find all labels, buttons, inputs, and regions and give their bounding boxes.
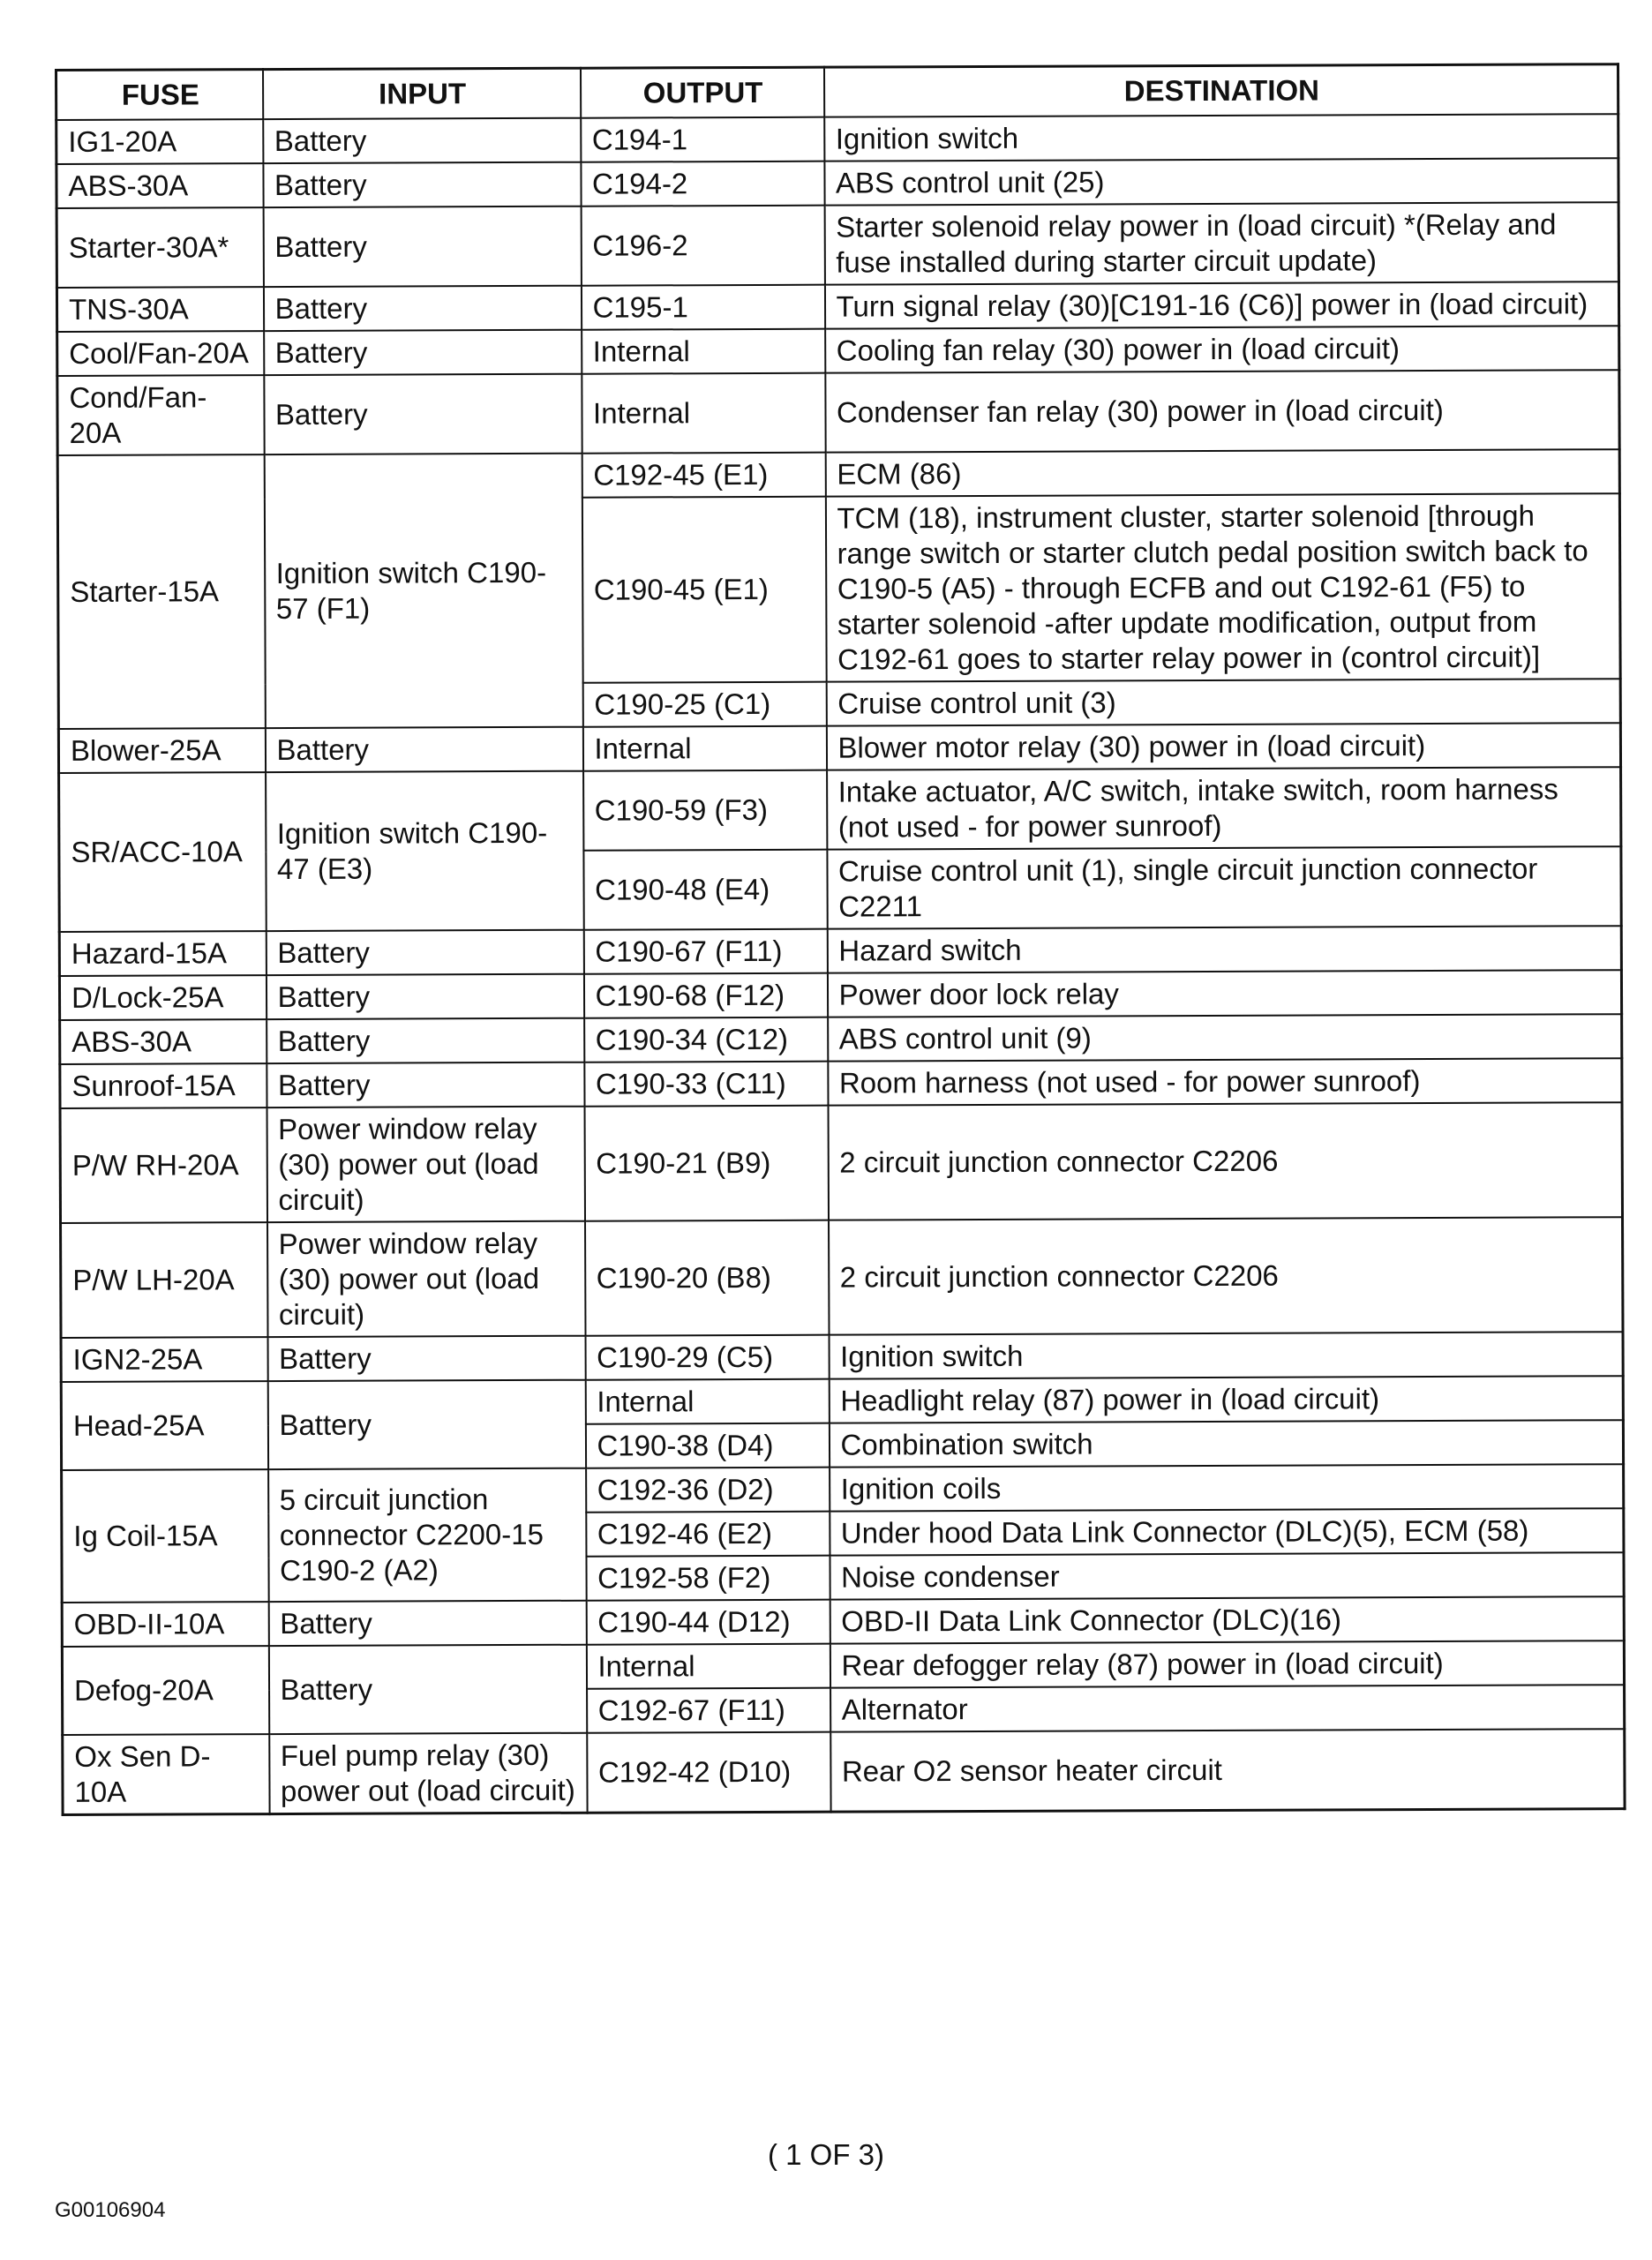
header-fuse: FUSE (56, 70, 263, 120)
destination-cell: ABS control unit (9) (828, 1014, 1622, 1061)
destination-cell: Combination switch (829, 1420, 1623, 1467)
output-cell: C194-1 (581, 117, 824, 162)
fuse-cell: Hazard-15A (59, 931, 266, 976)
fuse-cell: SR/ACC-10A (59, 772, 267, 932)
input-cell: 5 circuit junction connector C2200-15 C190-2 (A2) (268, 1468, 587, 1602)
fuse-cell: Starter-30A* (56, 207, 263, 288)
output-cell: C192-67 (F11) (587, 1688, 830, 1733)
output-cell: C190-67 (F11) (583, 929, 827, 974)
destination-cell: Starter solenoid relay power in (load circuit) *(Relay and fuse installed during starter circuit update) (824, 202, 1618, 284)
output-cell: C192-46 (E2) (586, 1512, 830, 1557)
table-row (59, 926, 1621, 976)
destination-cell: Rear O2 sensor heater circuit (830, 1729, 1625, 1812)
fuse-cell: Head-25A (61, 1381, 267, 1470)
destination-cell: Turn signal relay (30)[C191-16 (C6)] power in (load circuit) (824, 282, 1618, 328)
fuse-table (55, 63, 1626, 1816)
fuse-cell: P/W LH-20A (61, 1222, 267, 1338)
fuse-cell: TNS-30A (56, 287, 263, 332)
output-cell: C194-2 (581, 161, 824, 206)
header-row (56, 64, 1618, 120)
input-cell: Battery (263, 162, 581, 207)
fuse-cell: P/W RH-20A (60, 1107, 267, 1223)
table-row (56, 114, 1618, 164)
header-input: INPUT (263, 68, 581, 119)
destination-cell: Under hood Data Link Connector (DLC)(5), ECM (58) (830, 1508, 1624, 1555)
destination-cell: Rear defogger relay (87) power in (load circuit) (830, 1641, 1624, 1687)
input-cell: Battery (268, 1601, 586, 1646)
input-cell: Power window relay (30) power out (load circuit) (267, 1107, 584, 1222)
destination-cell: Alternator (830, 1685, 1625, 1731)
output-cell: Internal (586, 1644, 830, 1689)
input-cell: Battery (265, 727, 582, 772)
output-cell: C190-21 (B9) (584, 1106, 828, 1221)
fuse-cell: Cool/Fan-20A (57, 331, 264, 376)
fuse-cell: Cond/Fan-20A (57, 375, 264, 455)
destination-cell: Blower motor relay (30) power in (load circuit) (826, 723, 1620, 770)
destination-cell: Cooling fan relay (30) power in (load circuit) (825, 326, 1619, 372)
table-row (57, 449, 1619, 499)
table-row (58, 723, 1620, 773)
output-cell: C190-33 (C11) (584, 1062, 828, 1107)
input-cell: Battery (266, 930, 583, 975)
destination-cell: Cruise control unit (1), single circuit junction connector C2211 (827, 846, 1621, 928)
page-indicator: ( 1 OF 3) (767, 2138, 885, 2171)
output-cell: C190-25 (C1) (582, 682, 826, 727)
output-cell: Internal (582, 329, 825, 374)
fuse-cell: ABS-30A (56, 163, 263, 208)
input-cell: Ignition switch C190-47 (E3) (266, 771, 584, 931)
input-cell: Battery (264, 330, 582, 375)
fuse-cell: Ig Coil-15A (62, 1469, 269, 1603)
table-row (63, 1729, 1625, 1814)
output-cell: C190-45 (E1) (582, 497, 826, 683)
fuse-cell: IGN2-25A (61, 1337, 267, 1382)
fuse-cell: ABS-30A (60, 1019, 267, 1064)
table-row (61, 1217, 1623, 1338)
output-cell: C190-44 (D12) (586, 1600, 830, 1645)
input-cell: Battery (267, 1018, 584, 1063)
output-cell: C190-29 (C5) (585, 1335, 829, 1380)
figure-id: G00106904 (55, 2198, 166, 2222)
fuse-cell: OBD-II-10A (62, 1602, 268, 1647)
table-row (61, 1376, 1623, 1426)
destination-cell: OBD-II Data Link Connector (DLC)(16) (830, 1596, 1624, 1643)
destination-cell: Power door lock relay (827, 970, 1621, 1017)
output-cell: C192-42 (D10) (587, 1732, 830, 1813)
fuse-cell: IG1-20A (56, 119, 263, 164)
table-row (60, 1014, 1622, 1064)
output-cell: C192-36 (D2) (586, 1468, 830, 1513)
table-row (56, 282, 1618, 332)
fuse-cell: Defog-20A (62, 1646, 268, 1735)
fuse-cell: Starter-15A (57, 454, 265, 729)
table-row (62, 1641, 1624, 1691)
input-cell: Power window relay (30) power out (load circuit) (267, 1221, 585, 1337)
table-row (57, 370, 1619, 455)
table-row (56, 202, 1618, 288)
table-row (61, 1332, 1623, 1382)
fuse-cell: Ox Sen D-10A (63, 1734, 269, 1814)
output-cell: C190-59 (F3) (583, 770, 827, 851)
table-row (56, 158, 1618, 208)
destination-cell: Headlight relay (87) power in (load circuit) (829, 1376, 1623, 1423)
fuse-cell: D/Lock-25A (59, 975, 266, 1020)
table-row (62, 1464, 1624, 1514)
output-cell: Internal (582, 373, 825, 454)
table-header (56, 64, 1618, 120)
input-cell: Fuel pump relay (30) power out (load circuit) (269, 1733, 587, 1814)
input-cell: Battery (263, 118, 581, 163)
input-cell: Battery (267, 1062, 584, 1107)
output-cell: C190-68 (F12) (583, 973, 827, 1018)
output-cell: Internal (582, 726, 826, 771)
input-cell: Battery (267, 1336, 585, 1381)
fuse-cell: Blower-25A (58, 728, 265, 773)
destination-cell: Condenser fan relay (30) power in (load circuit) (825, 370, 1619, 452)
input-cell: Battery (263, 286, 581, 331)
destination-cell: Room harness (not used - for power sunroof) (828, 1058, 1622, 1105)
output-cell: C190-38 (D4) (585, 1423, 829, 1468)
table-row (60, 1058, 1622, 1108)
table-row (57, 326, 1619, 376)
destination-cell: Ignition switch (824, 114, 1618, 161)
destination-cell: Ignition switch (829, 1332, 1623, 1378)
output-cell: Internal (585, 1379, 829, 1424)
output-cell: C195-1 (581, 285, 824, 330)
destination-cell: Cruise control unit (3) (826, 679, 1620, 725)
destination-cell: Intake actuator, A/C switch, intake switch, room harness (not used - for power sunroof) (827, 767, 1621, 849)
table-row (59, 970, 1621, 1020)
output-cell: C192-58 (F2) (586, 1556, 830, 1601)
destination-cell: 2 circuit junction connector C2206 (828, 1102, 1622, 1220)
output-cell: C190-20 (B8) (585, 1220, 829, 1336)
output-cell: C190-48 (E4) (583, 850, 827, 930)
destination-cell: Noise condenser (830, 1552, 1624, 1599)
input-cell: Ignition switch C190-57 (F1) (264, 454, 582, 728)
table-body (56, 114, 1625, 1814)
output-cell: C192-45 (E1) (582, 453, 825, 498)
input-cell: Battery (263, 206, 581, 287)
input-cell: Battery (264, 374, 582, 454)
output-cell: C190-34 (C12) (584, 1017, 828, 1062)
destination-cell: Hazard switch (827, 926, 1621, 972)
input-cell: Battery (267, 1380, 585, 1469)
destination-cell: ABS control unit (25) (824, 158, 1618, 205)
input-cell: Battery (266, 974, 583, 1019)
table-row (59, 767, 1621, 852)
destination-cell: 2 circuit junction connector C2206 (829, 1217, 1623, 1334)
header-destination: DESTINATION (823, 64, 1618, 117)
header-output: OUTPUT (581, 67, 824, 118)
table-row (62, 1596, 1624, 1647)
table-row (60, 1102, 1622, 1223)
destination-cell: ECM (86) (825, 449, 1619, 496)
fuse-cell: Sunroof-15A (60, 1063, 267, 1108)
input-cell: Battery (268, 1645, 586, 1734)
output-cell: C196-2 (581, 206, 824, 286)
destination-cell: Ignition coils (830, 1464, 1624, 1511)
destination-cell: TCM (18), instrument cluster, starter solenoid [through range switch or starter clutch pedal position switch back to C190-5 (A5) - through ECFB and out C192-61 (F5) to starter solenoid -after update modification, output from C192-61 goes to starter relay power in (control circuit)] (825, 493, 1620, 681)
